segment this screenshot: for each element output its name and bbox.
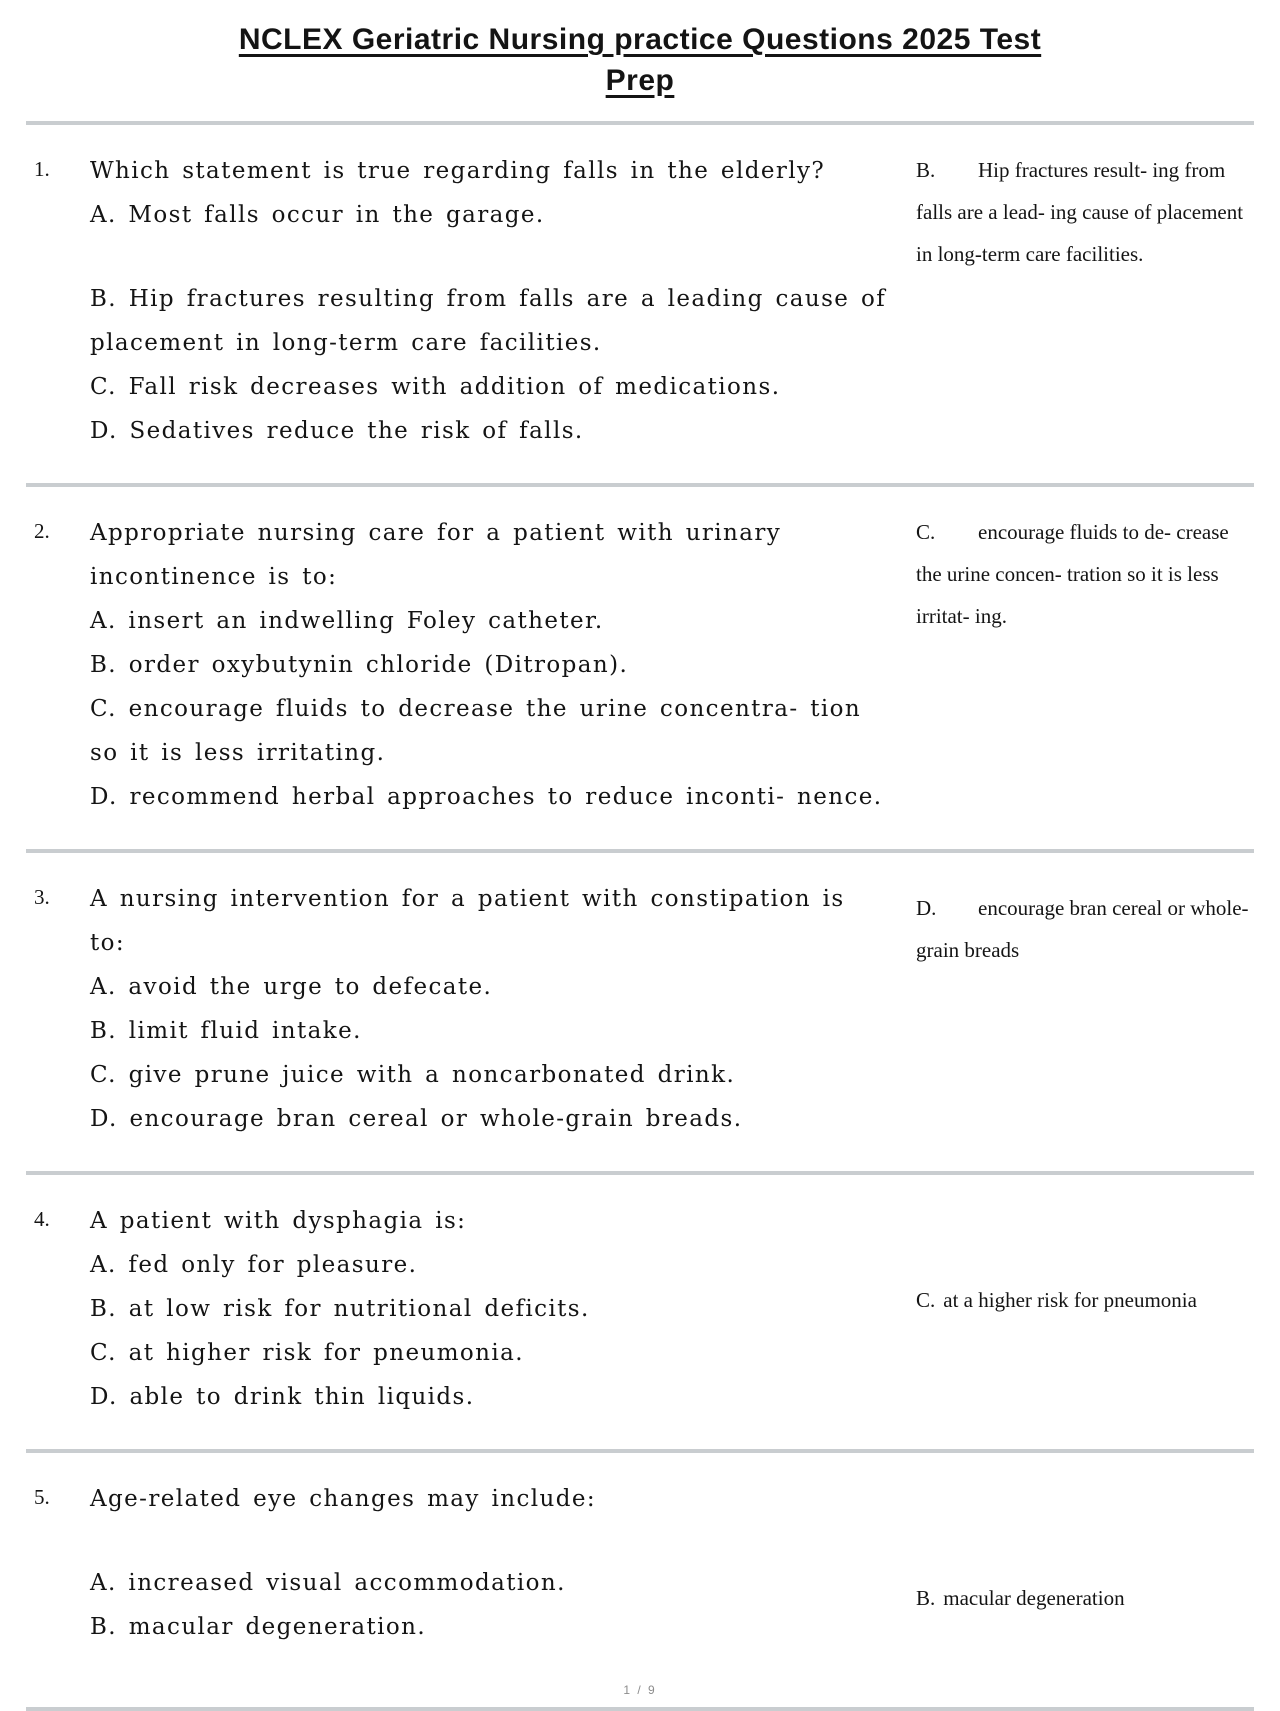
question-1-option-d: D. Sedatives reduce the risk of falls. [90, 418, 584, 444]
question-4-answer-label: C. [916, 1288, 936, 1312]
question-2-option-a: A. insert an indwelling Foley catheter. [90, 608, 604, 634]
page-title [26, 20, 1254, 101]
question-4-option-b: B. at low risk for nutritional deficits. [90, 1296, 590, 1322]
question-1-option-b: B. Hip fractures resulting from falls are a leading cause of placement in long-term care facilities. [90, 286, 887, 356]
question-3-answer [890, 877, 1250, 971]
question-4-answer-text: at a higher risk for pneumonia [943, 1288, 1197, 1312]
question-2-number: 2. [34, 519, 50, 543]
question-4-option-c: C. at higher risk for pneumonia. [90, 1340, 524, 1366]
question-4-number: 4. [34, 1207, 50, 1231]
question-5-answer-label: B. [916, 1586, 936, 1610]
question-3-option-c: C. give prune juice with a noncarbonated drink. [90, 1062, 736, 1088]
question-2-text: Appropriate nursing care for a patient with urinary incontinence is to: [90, 520, 782, 590]
question-3-text: A nursing intervention for a patient with constipation is to: [90, 886, 845, 956]
page-title-line1: NCLEX Geriatric Nursing practice Questions 2025 Test [238, 23, 1042, 56]
question-1 [26, 125, 1254, 483]
question-4-option-d: D. able to drink thin liquids. [90, 1384, 475, 1410]
question-2-answer [890, 511, 1250, 637]
question-4-answer [890, 1199, 1250, 1321]
question-1-answer [890, 149, 1250, 275]
question-3-option-a: A. avoid the urge to defecate. [90, 974, 493, 1000]
page-title-line2: Prep [605, 63, 675, 97]
question-5-text: Age-related eye changes may include: [90, 1486, 597, 1512]
question-5 [26, 1453, 1254, 1679]
question-4-text: A patient with dysphagia is: [90, 1208, 467, 1234]
question-1-body [90, 149, 890, 453]
question-5-option-a: A. increased visual accommodation. [90, 1570, 566, 1596]
question-2-body [90, 511, 890, 819]
question-3-answer-label: D. [916, 896, 937, 920]
question-5-option-b: B. macular degeneration. [90, 1614, 427, 1640]
question-3-body [90, 877, 890, 1141]
question-3 [26, 853, 1254, 1171]
question-2-answer-label: C. [916, 520, 936, 544]
question-4-option-a: A. fed only for pleasure. [90, 1252, 418, 1278]
question-2-option-c: C. encourage fluids to decrease the urine concentra- tion so it is less irritating. [90, 696, 862, 766]
question-1-option-a: A. Most falls occur in the garage. [90, 202, 545, 228]
question-1-number: 1. [34, 157, 50, 181]
question-1-answer-label: B. [916, 158, 936, 182]
question-1-answer-text: Hip fractures result- ing from falls are a lead- ing cause of placement in long-term care facilities. [916, 158, 1244, 266]
question-3-option-b: B. limit fluid intake. [90, 1018, 362, 1044]
question-2-option-b: B. order oxybutynin chloride (Ditropan). [90, 652, 629, 678]
question-1-option-c: C. Fall risk decreases with addition of medications. [90, 374, 781, 400]
question-5-number: 5. [34, 1485, 50, 1509]
question-3-number: 3. [34, 885, 50, 909]
bottom-divider [26, 1707, 1254, 1711]
question-4 [26, 1175, 1254, 1449]
question-4-body [90, 1199, 890, 1419]
question-2 [26, 487, 1254, 849]
question-5-answer [890, 1477, 1250, 1619]
page-number: 1 / 9 [623, 1683, 657, 1697]
question-3-option-d: D. encourage bran cereal or whole-grain breads. [90, 1106, 743, 1132]
question-3-answer-text: encourage bran cereal or whole-grain breads [916, 896, 1249, 962]
question-2-answer-text: encourage fluids to de- crease the urine concen- tration so it is less irritat- ing. [916, 520, 1229, 628]
question-1-text: Which statement is true regarding falls in the elderly? [90, 158, 826, 184]
question-2-option-d: D. recommend herbal approaches to reduce inconti- nence. [90, 784, 883, 810]
question-5-answer-text: macular degeneration [943, 1586, 1125, 1610]
question-5-body [90, 1477, 890, 1649]
